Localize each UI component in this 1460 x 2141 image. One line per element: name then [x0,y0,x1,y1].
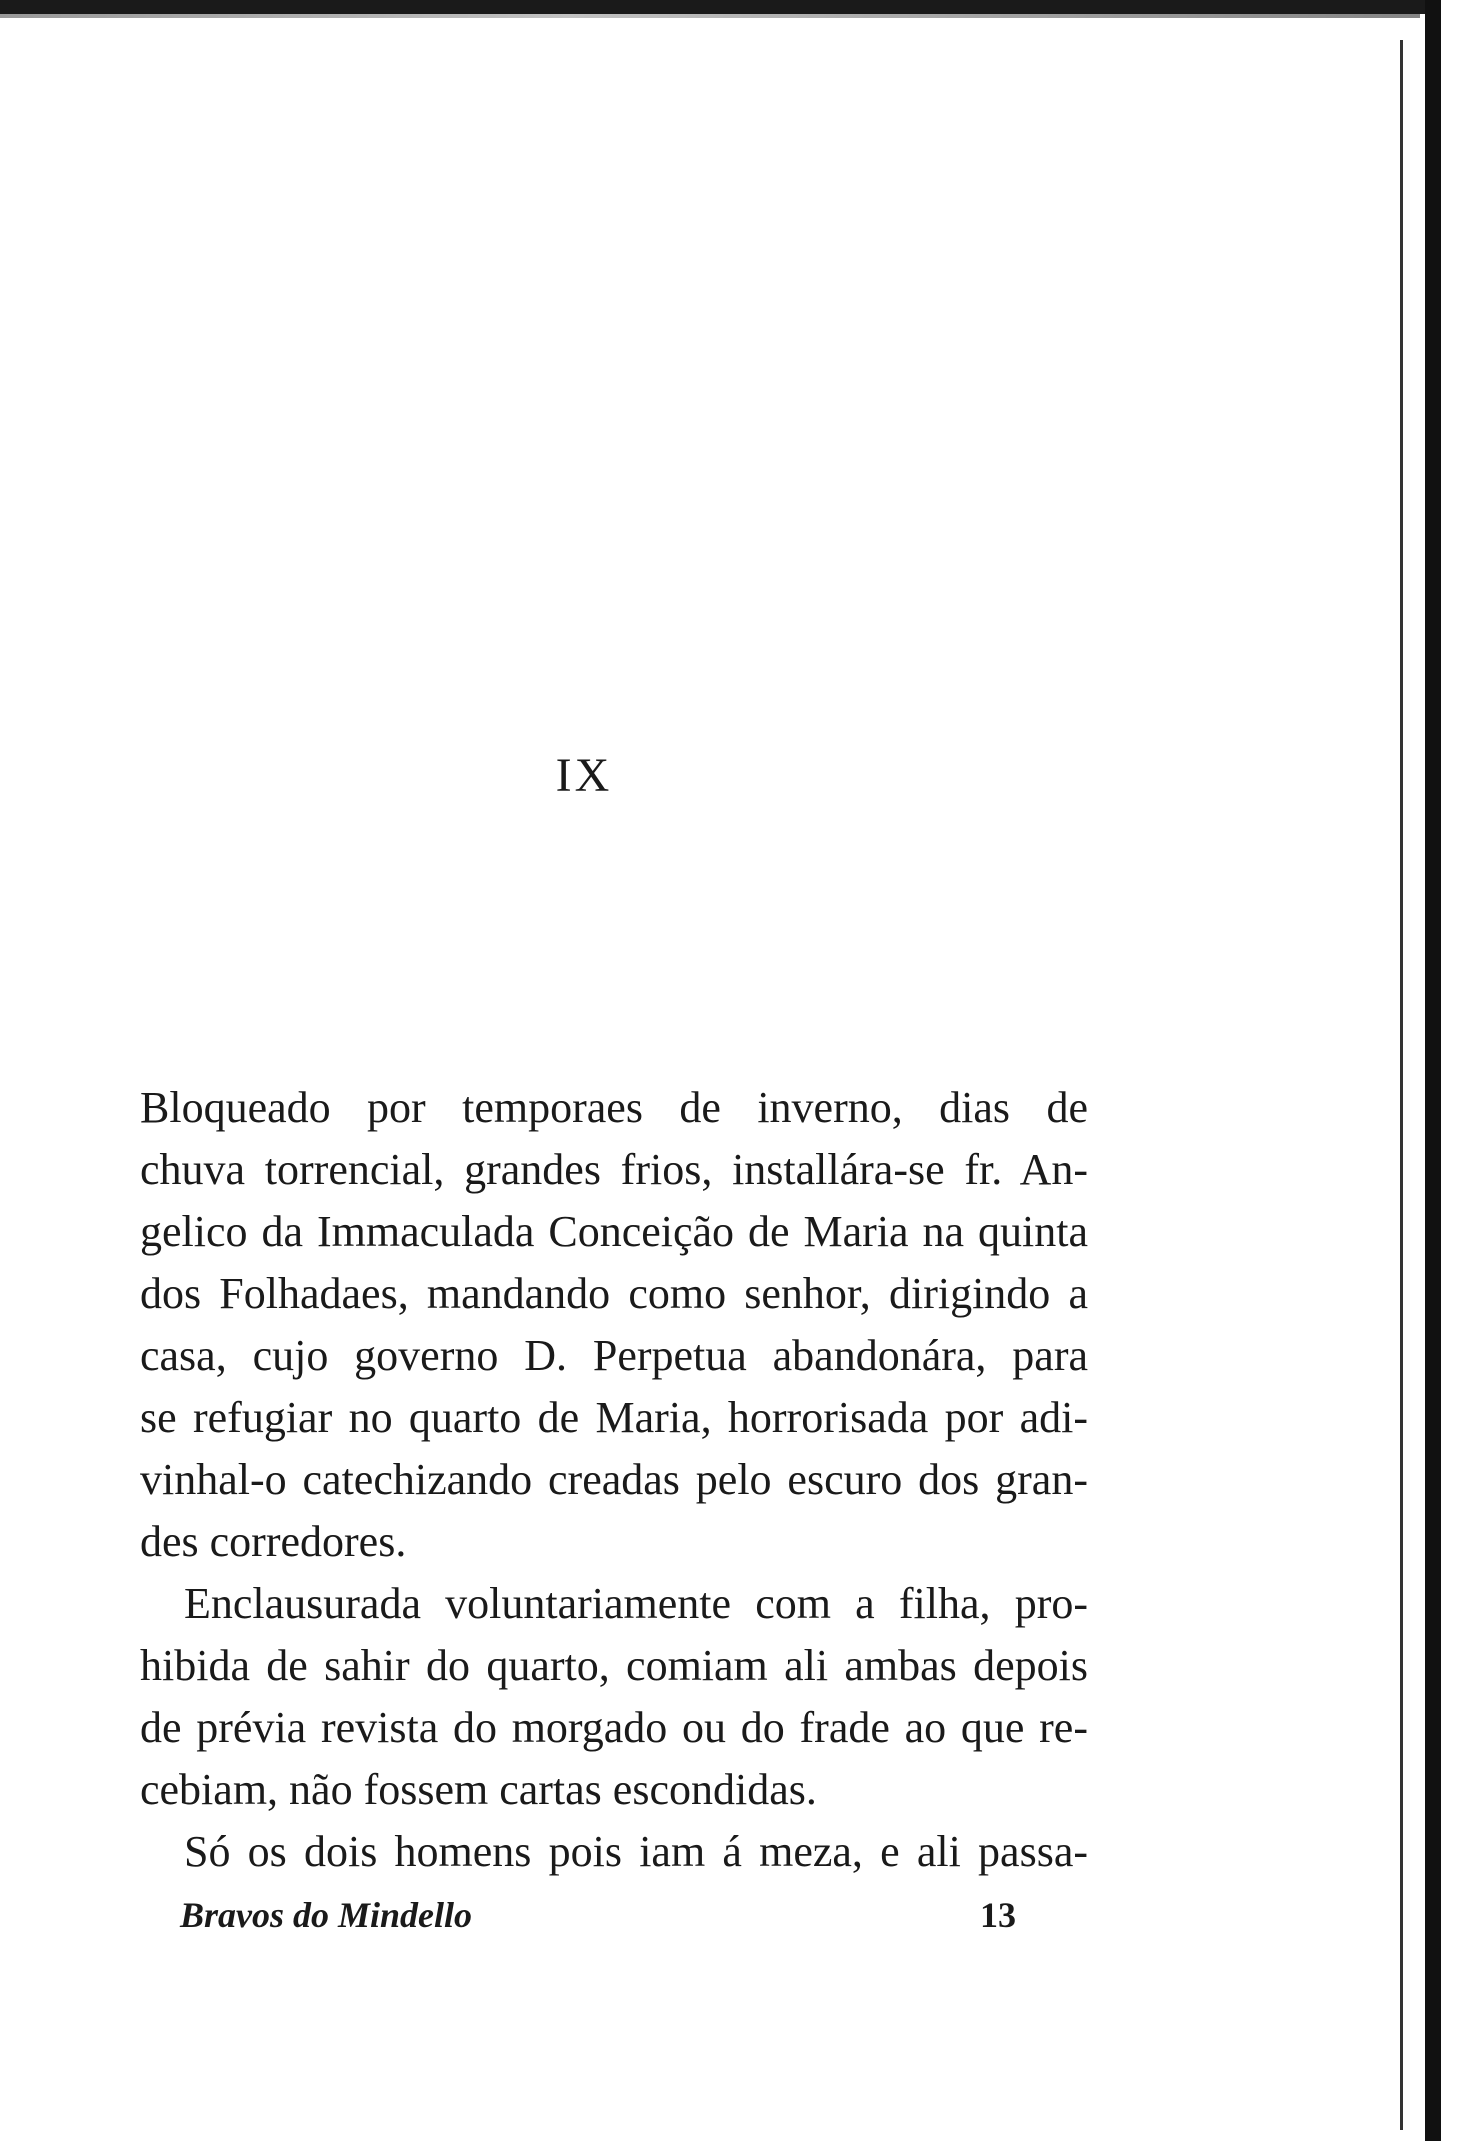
signature-mark: 13 [980,1895,1016,1935]
text-line: gelico da Immaculada Conceição de Maria na quinta [140,1207,1088,1256]
text-line: dos Folhadaes, mandando como senhor, dirigindo a [140,1269,1088,1318]
text-line: de prévia revista do morgado ou do frade ao que re- [140,1703,1088,1752]
text-line: Só os dois homens pois iam á meza, e ali passa- [184,1827,1088,1876]
text-line: hibida de sahir do quarto, comiam ali ambas depois [140,1641,1088,1690]
page-footer [180,1893,1016,1937]
text-line: cebiam, não fossem cartas escondidas. [140,1765,817,1814]
scan-top-edge [0,0,1445,14]
text-line: se refugiar no quarto de Maria, horrorisada por adi- [140,1393,1088,1442]
chapter-heading: IX [555,749,613,802]
book-title-signature: Bravos do Mindello [180,1895,473,1935]
scan-right-edge [1425,0,1441,2141]
paragraph-3 [140,1821,1088,1883]
text-line: des corredores. [140,1517,407,1566]
body-text [140,1077,1088,1883]
text-line: vinhal-o catechizando creadas pelo escuro dos gran- [140,1455,1088,1504]
text-line: Bloqueado por temporaes de inverno, dias de [140,1083,1088,1132]
text-line: Enclausurada voluntariamente com a filha, pro- [184,1579,1088,1628]
text-line: chuva torrencial, grandes frios, installára-se fr. An- [140,1145,1088,1194]
paragraph-1 [140,1077,1088,1573]
scan-page-fold-line [1400,40,1403,2130]
text-line: casa, cujo governo D. Perpetua abandonára, para [140,1331,1088,1380]
scan-right-margin [1441,0,1460,2141]
scan-top-edge-shadow [0,14,1420,18]
paragraph-2 [140,1573,1088,1821]
